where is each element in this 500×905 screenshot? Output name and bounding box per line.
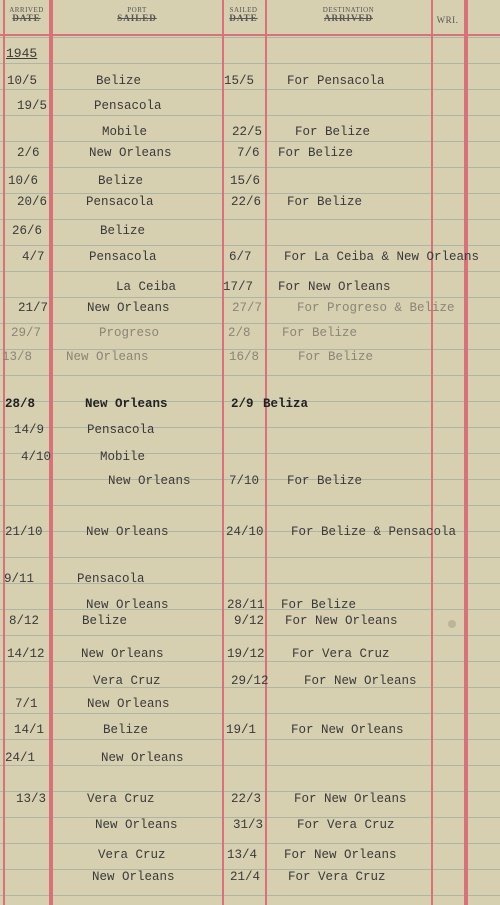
entry-destination: For La Ceiba & New Orleans (284, 250, 480, 264)
entry-arrived: 13/8 (2, 350, 33, 364)
entry-arrived: 4/7 (22, 250, 45, 264)
entry-sailed: 7/10 (229, 474, 260, 488)
entry-destination: For Belize (281, 598, 357, 612)
paper-stain (448, 620, 456, 628)
entry-sailed: 27/7 (232, 301, 263, 315)
column-rule-sailed (265, 0, 267, 905)
entry-port: Pensacola (77, 572, 145, 586)
entry-sailed: 28/11 (227, 598, 265, 612)
entry-destination: For Belize (282, 326, 358, 340)
entry-arrived: 14/1 (14, 723, 45, 737)
entry-arrived: 14/12 (7, 647, 45, 661)
header-port: PORT SAILED (117, 6, 157, 23)
entry-destination: For Belize & Pensacola (291, 525, 457, 539)
entry-arrived: 21/7 (18, 301, 49, 315)
entry-sailed: 31/3 (233, 818, 264, 832)
entry-arrived: 29/7 (11, 326, 42, 340)
entry-sailed: 2/8 (228, 326, 251, 340)
entry-arrived: 24/1 (5, 751, 36, 765)
entry-destination: For Belize (278, 146, 354, 160)
entry-destination: For Belize (298, 350, 374, 364)
entry-port: Pensacola (89, 250, 157, 264)
entry-port: Vera Cruz (93, 674, 161, 688)
entry-destination: For Progreso & Belize (297, 301, 455, 315)
entry-port: New Orleans (95, 818, 178, 832)
year-heading: 1945 (6, 46, 38, 61)
entry-port: New Orleans (108, 474, 191, 488)
column-rule-wri-double (466, 0, 468, 905)
entry-port: Pensacola (94, 99, 162, 113)
entry-sailed: 17/7 (223, 280, 254, 294)
entry-sailed: 22/5 (232, 125, 263, 139)
entry-port: New Orleans (92, 870, 175, 884)
entry-port: La Ceiba (116, 280, 177, 294)
entry-destination: For Belize (295, 125, 371, 139)
entry-destination: For New Orleans (278, 280, 391, 294)
entry-arrived: 7/1 (15, 697, 38, 711)
margin-rule (3, 0, 5, 905)
entry-port: Progreso (99, 326, 160, 340)
entry-port: New Orleans (66, 350, 149, 364)
column-rule-arrived-double (51, 0, 53, 905)
entry-destination: Beliza (263, 397, 309, 411)
entry-port: New Orleans (86, 525, 169, 539)
entry-sailed: 29/12 (231, 674, 269, 688)
entry-port: Belize (103, 723, 149, 737)
entry-sailed: 2/9 (231, 397, 254, 411)
entry-arrived: 10/5 (7, 74, 38, 88)
header-destination: DESTINATION ARRIVED (322, 6, 375, 23)
entry-port: New Orleans (87, 697, 170, 711)
entry-port: Mobile (102, 125, 148, 139)
entry-sailed: 22/3 (231, 792, 262, 806)
entry-destination: For Vera Cruz (297, 818, 395, 832)
entry-arrived: 19/5 (17, 99, 48, 113)
entry-port: Vera Cruz (87, 792, 155, 806)
entry-sailed: 21/4 (230, 870, 261, 884)
entry-sailed: 16/8 (229, 350, 260, 364)
entry-port: Vera Cruz (98, 848, 166, 862)
entry-port: Belize (96, 74, 142, 88)
header-wri: WRI. (436, 15, 459, 25)
entry-destination: For New Orleans (284, 848, 397, 862)
entry-destination: For Belize (287, 195, 363, 209)
entry-arrived: 21/10 (5, 525, 43, 539)
header-sailed: SAILED DATE (229, 6, 258, 23)
entry-port: Pensacola (86, 195, 154, 209)
entry-sailed: 19/12 (227, 647, 265, 661)
entry-arrived: 2/6 (17, 146, 40, 160)
entry-destination: For Belize (287, 474, 363, 488)
entry-port: New Orleans (101, 751, 184, 765)
entry-port: Mobile (100, 450, 146, 464)
entry-port: New Orleans (85, 397, 168, 411)
entry-sailed: 7/6 (237, 146, 260, 160)
entry-arrived: 4/10 (21, 450, 52, 464)
entry-arrived: 26/6 (12, 224, 43, 238)
entry-port: Pensacola (87, 423, 155, 437)
entry-port: Belize (82, 614, 128, 628)
entry-arrived: 10/6 (8, 174, 39, 188)
entry-destination: For New Orleans (291, 723, 404, 737)
entry-arrived: 9/11 (4, 572, 35, 586)
entry-sailed: 15/6 (230, 174, 261, 188)
entry-port: New Orleans (81, 647, 164, 661)
entry-destination: For New Orleans (304, 674, 417, 688)
entry-sailed: 13/4 (227, 848, 258, 862)
header-rule (0, 34, 500, 36)
entry-destination: For New Orleans (294, 792, 407, 806)
entry-arrived: 13/3 (16, 792, 47, 806)
entry-sailed: 22/6 (231, 195, 262, 209)
column-rule-destination (431, 0, 433, 905)
entry-destination: For Vera Cruz (288, 870, 386, 884)
entry-sailed: 19/1 (226, 723, 257, 737)
entry-sailed: 15/5 (224, 74, 255, 88)
entry-arrived: 8/12 (9, 614, 40, 628)
entry-destination: For Vera Cruz (292, 647, 390, 661)
entry-port: New Orleans (86, 598, 169, 612)
column-rule-port (222, 0, 224, 905)
entry-destination: For Pensacola (287, 74, 385, 88)
entry-port: New Orleans (89, 146, 172, 160)
entry-arrived: 20/6 (17, 195, 48, 209)
entry-sailed: 24/10 (226, 525, 264, 539)
entry-arrived: 14/9 (14, 423, 45, 437)
entry-port: New Orleans (87, 301, 170, 315)
entry-sailed: 6/7 (229, 250, 252, 264)
entry-destination: For New Orleans (285, 614, 398, 628)
entry-sailed: 9/12 (234, 614, 265, 628)
entry-port: Belize (98, 174, 144, 188)
entry-port: Belize (100, 224, 146, 238)
entry-arrived: 28/8 (5, 397, 36, 411)
header-arrived: ARRIVED DATE (9, 6, 44, 23)
